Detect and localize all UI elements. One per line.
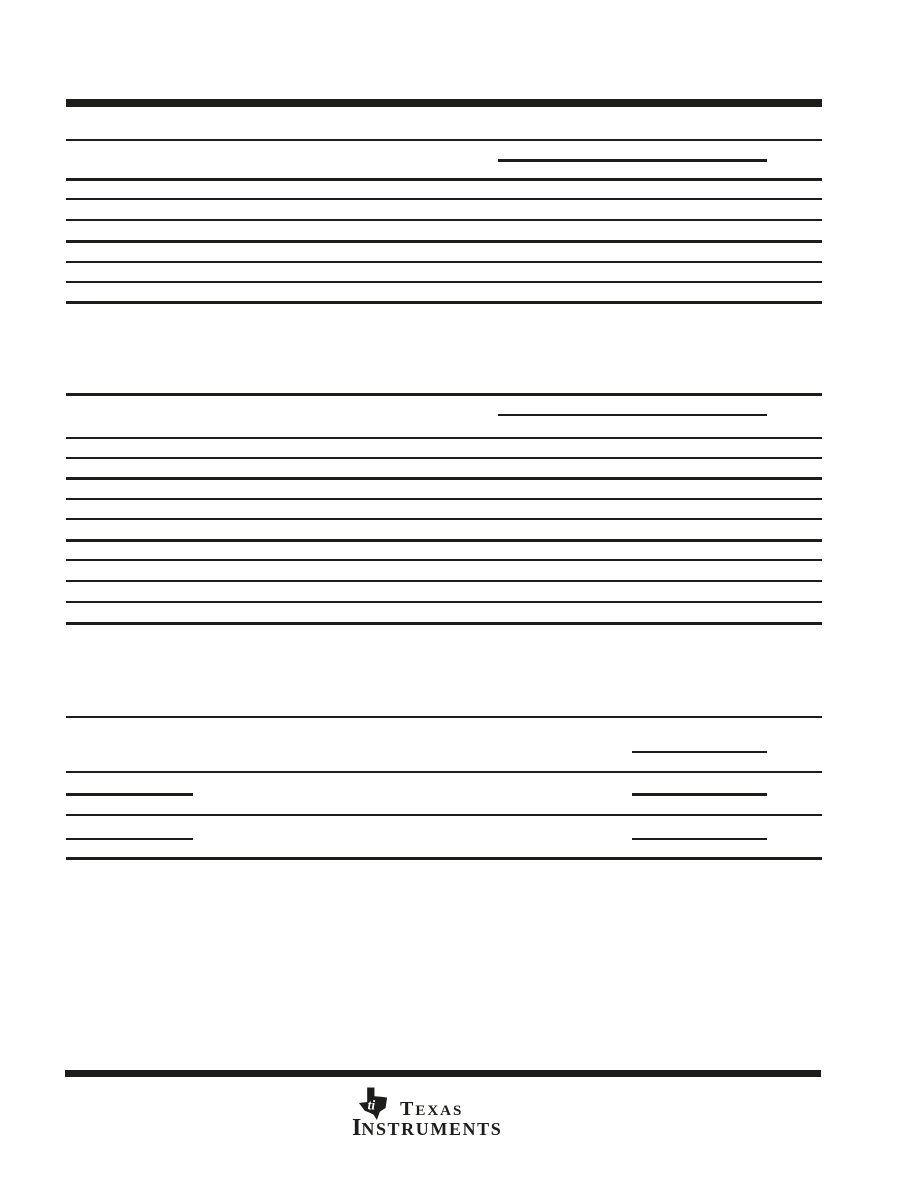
grid-line-horizontal xyxy=(632,793,767,796)
logo-texas-rest: EXAS xyxy=(415,1103,464,1119)
grid-line-horizontal xyxy=(66,393,822,396)
grid-line-horizontal xyxy=(66,838,193,840)
grid-line-horizontal xyxy=(66,601,822,603)
logo-texas-cap: T xyxy=(400,1098,416,1120)
grid-line-horizontal xyxy=(66,301,822,304)
grid-line-horizontal xyxy=(66,219,822,221)
grid-line-horizontal xyxy=(66,178,822,181)
grid-line-horizontal xyxy=(632,838,767,840)
grid-line-horizontal xyxy=(66,240,822,243)
grid-line-horizontal xyxy=(66,518,822,520)
ti-logo xyxy=(352,1086,534,1142)
logo-instruments-cap: I xyxy=(352,1115,362,1141)
top-rule xyxy=(66,99,822,107)
grid-line-horizontal xyxy=(66,814,822,816)
grid-line-horizontal xyxy=(66,857,822,860)
grid-line-horizontal xyxy=(66,539,822,542)
grid-line-horizontal xyxy=(66,622,822,625)
grid-line-horizontal xyxy=(66,498,822,500)
grid-line-horizontal xyxy=(66,559,822,561)
grid-line-horizontal xyxy=(66,437,822,439)
grid-line-horizontal xyxy=(66,198,822,200)
grid-line-horizontal xyxy=(66,477,822,480)
ti-map-letters: ti xyxy=(367,1097,376,1113)
grid-line-horizontal xyxy=(66,261,822,263)
grid-line-horizontal xyxy=(66,139,822,141)
bottom-rule xyxy=(65,1070,821,1077)
grid-line-horizontal xyxy=(66,457,822,459)
logo-instruments-wordmark xyxy=(352,1116,502,1140)
grid-line-horizontal xyxy=(66,771,822,773)
grid-line-horizontal xyxy=(498,159,767,162)
grid-line-horizontal xyxy=(66,716,822,718)
grid-line-horizontal xyxy=(632,751,767,753)
grid-line-horizontal xyxy=(498,414,767,416)
grid-line-horizontal xyxy=(66,281,822,283)
logo-instruments-rest: NSTRUMENTS xyxy=(361,1119,503,1139)
grid-line-horizontal xyxy=(66,793,193,796)
grid-line-horizontal xyxy=(66,580,822,582)
